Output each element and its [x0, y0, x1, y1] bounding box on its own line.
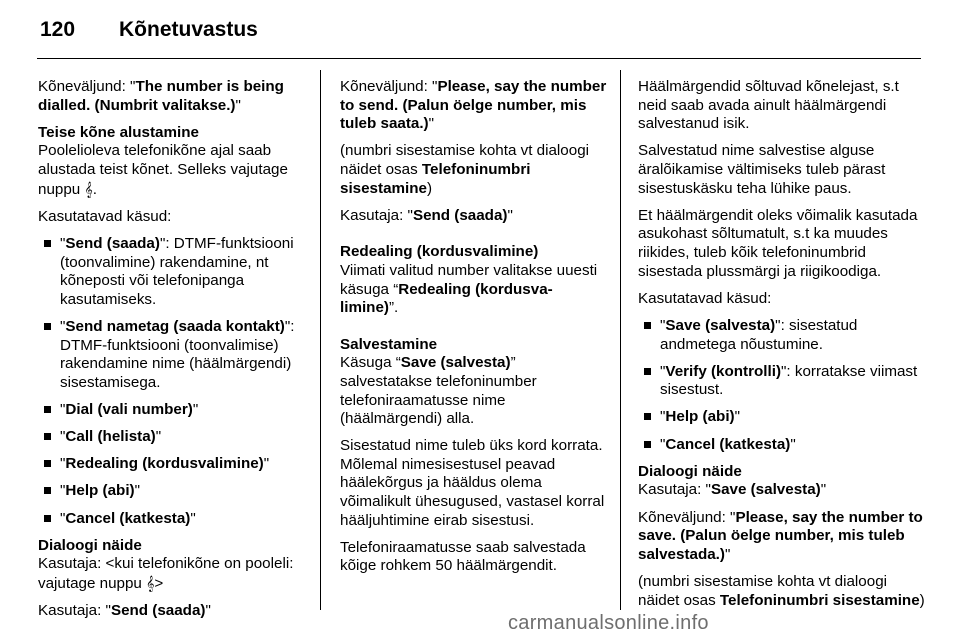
body-paragraph: Häälmärgendid sõltuvad kõnelejast, s.t neid saab avada ainult häälmärgendi salvestanud isik.: [638, 78, 899, 133]
voice-output-paragraph: Kõneväljund: "The number is being dialled. (Numbrit valitakse.)": [38, 78, 284, 114]
dialog-user-line: Kasutaja: "Send (saada)": [340, 206, 513, 224]
bullet-icon: [644, 322, 651, 329]
column-2: [340, 78, 608, 585]
section-heading: Dialoogi näide: [38, 536, 142, 554]
bullet-icon: [44, 487, 51, 494]
column-3: [638, 78, 928, 619]
column-divider-2: [620, 70, 621, 610]
list-item: "Send (saada)": DTMF-funktsiooni (toonvalimine) rakendamine, nt kõneposti või telefonipanga kasutamiseks.: [38, 235, 308, 309]
body-paragraph: Telefoniraamatusse saab salvestada kõige rohkem 50 häälmärgendit.: [340, 538, 586, 575]
second-call-section: Teise kõne alustamine Poolelioleva telefonikõne ajal saab alustada teist kõnet. Selleks vajutage nuppu 𝄞.: [38, 124, 308, 199]
body-paragraph: Sisestatud nime tuleb üks kord korrata. Mõlemal nimesisestusel peavad häälekõrgus ja hääldus olema võimalikult ühesugused, vastasel korral hääljuhtimine eirab sisestusi.: [340, 437, 605, 529]
body-paragraph: Et häälmärgendit oleks võimalik kasutada asukohast sõltumatult, s.t ka muudes riikides, tuleb kõik telefoninumbrid sisestada plussmärgi ja riigikoodiga.: [638, 206, 918, 280]
dialog-note: (numbri sisestamise kohta vt dialoogi näidet osas Telefoninumbri sisestamine): [340, 142, 590, 197]
section-heading: Salvestamine: [340, 335, 438, 353]
page-header: [0, 0, 960, 62]
list-item: "Send nametag (saada kontakt)": DTMF-funktsiooni (toonvalimise) rakendamine nime (häälmärgendi) sisestamisega.: [38, 318, 308, 392]
dialog-example: Dialoogi näide Kasutaja: "Save (salvesta)": [638, 463, 928, 500]
save-section: Salvestamine Käsuga “Save (salvesta)” salvestatakse telefoninumber telefoniraamatusse nime (häälmärgendi) alla.: [340, 336, 608, 429]
list-item: "Save (salvesta)": sisestatud andmetega nõustumine.: [638, 317, 928, 354]
bullet-icon: [644, 368, 651, 375]
list-item: "Cancel (katkesta)": [638, 436, 928, 455]
list-item: "Redealing (kordusvalimine)": [38, 455, 308, 474]
watermark: carmanualsonline.info: [508, 612, 709, 634]
list-item: "Help (abi)": [638, 408, 928, 427]
phone-hook-icon: 𝄞: [146, 575, 155, 591]
section-heading: Teise kõne alustamine: [38, 123, 199, 141]
body-paragraph: Salvestatud nime salvestise alguse äralõikamise vältimiseks tuleb pärast sisestuskäsku teha lühike paus.: [638, 142, 886, 197]
section-heading: Dialoogi näide: [638, 462, 742, 480]
header-divider: [37, 58, 921, 59]
list-item: "Cancel (katkesta)": [38, 510, 308, 529]
bullet-icon: [44, 460, 51, 467]
bullet-icon: [44, 323, 51, 330]
list-item: "Dial (vali number)": [38, 401, 308, 420]
list-item: "Call (helista)": [38, 428, 308, 447]
section-heading: Redealing (kordusvalimine): [340, 243, 539, 261]
page-title: Kõnetuvastus: [119, 18, 258, 41]
dialog-example: Dialoogi näide Kasutaja: <kui telefonikõne on pooleli: vajutage nuppu 𝄞>: [38, 537, 308, 594]
commands-label: Kasutatavad käsud:: [38, 207, 172, 225]
bullet-icon: [44, 433, 51, 440]
commands-list: [38, 235, 308, 528]
phone-hook-icon: 𝄞: [84, 180, 93, 197]
commands-label: Kasutatavad käsud:: [638, 289, 772, 307]
column-1: [38, 78, 308, 629]
voice-output-paragraph: Kõneväljund: "Please, say the number to save. (Palun öelge number, mis tuleb salvestada.)": [638, 508, 923, 563]
redial-section: Redealing (kordusvalimine) Viimati valitud number valitakse uuesti käsuga “Redealing (kordusva-limine)”.: [340, 243, 608, 317]
column-divider-1: [320, 70, 321, 610]
list-item: "Help (abi)": [38, 482, 308, 501]
commands-list: [638, 317, 928, 454]
bullet-icon: [44, 240, 51, 247]
bullet-icon: [44, 515, 51, 522]
bullet-icon: [644, 413, 651, 420]
dialog-note: (numbri sisestamise kohta vt dialoogi näidet osas Telefoninumbri sisestamine): [638, 573, 925, 609]
voice-output-paragraph: Kõneväljund: "Please, say the number to send. (Palun öelge number, mis tuleb saata.)": [340, 78, 607, 133]
page-number: 120: [40, 18, 76, 41]
bullet-icon: [44, 406, 51, 413]
dialog-user-line: Kasutaja: "Send (saada)": [38, 602, 211, 620]
list-item: "Verify (kontrolli)": korratakse viimast sisestust.: [638, 363, 928, 400]
bullet-icon: [644, 441, 651, 448]
